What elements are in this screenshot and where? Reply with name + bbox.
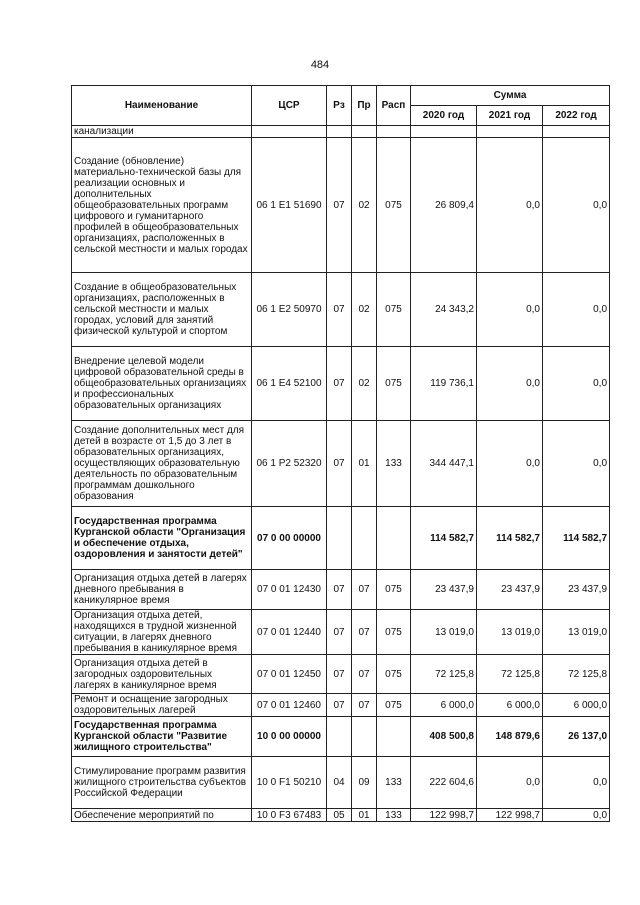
row-rz: 04: [327, 757, 352, 809]
row-amount-2020: 119 736,1: [411, 347, 477, 421]
row-amount-2022: 0,0: [543, 138, 610, 273]
row-amount-2020: 26 809,4: [411, 138, 477, 273]
row-rz: 07: [327, 610, 352, 655]
row-csr: [252, 126, 327, 138]
row-csr: 06 1 P2 52320: [252, 421, 327, 507]
row-rz: 05: [327, 809, 352, 822]
table-row: [72, 421, 610, 507]
row-pr: [352, 126, 377, 138]
page-number: 484: [310, 59, 330, 71]
row-rasp: 075: [377, 570, 411, 610]
table-row: [72, 655, 610, 694]
row-amount-2021: 0,0: [477, 138, 543, 273]
row-csr: 07 0 01 12450: [252, 655, 327, 694]
row-pr: 02: [352, 138, 377, 273]
row-rasp: 133: [377, 809, 411, 822]
row-amount-2021: 13 019,0: [477, 610, 543, 655]
row-rasp: [377, 507, 411, 570]
header-csr: ЦСР: [252, 86, 327, 126]
row-csr: 10 0 00 00000: [252, 717, 327, 757]
row-amount-2020: 24 343,2: [411, 273, 477, 347]
row-rz: 07: [327, 421, 352, 507]
row-pr: 01: [352, 421, 377, 507]
table-body: [72, 126, 610, 822]
row-csr: 10 0 F1 50210: [252, 757, 327, 809]
row-rasp: 075: [377, 347, 411, 421]
row-rasp: [377, 717, 411, 757]
row-rz: 07: [327, 655, 352, 694]
row-pr: [352, 717, 377, 757]
header-sum: Сумма: [411, 86, 610, 106]
row-amount-2021: 0,0: [477, 757, 543, 809]
row-amount-2022: 6 000,0: [543, 694, 610, 717]
header-pr: Пр: [352, 86, 377, 126]
row-amount-2020: 408 500,8: [411, 717, 477, 757]
row-amount-2022: 114 582,7: [543, 507, 610, 570]
row-pr: 02: [352, 347, 377, 421]
row-name: Стимулирование программ развития жилищного строительства субъектов Российской Федерации: [72, 757, 252, 809]
row-csr: 06 1 E1 51690: [252, 138, 327, 273]
row-amount-2020: 344 447,1: [411, 421, 477, 507]
row-rasp: 133: [377, 421, 411, 507]
row-amount-2021: 114 582,7: [477, 507, 543, 570]
row-csr: 07 0 01 12440: [252, 610, 327, 655]
row-name: Организация отдыха детей, находящихся в трудной жизненной ситуации, в лагерях дневного пребывания в каникулярное время: [72, 610, 252, 655]
row-csr: 10 0 F3 67483: [252, 809, 327, 822]
row-amount-2021: 148 879,6: [477, 717, 543, 757]
row-pr: 02: [352, 273, 377, 347]
row-name: Ремонт и оснащение загородных оздоровительных лагерей: [72, 694, 252, 717]
row-pr: 07: [352, 694, 377, 717]
row-amount-2020: 114 582,7: [411, 507, 477, 570]
row-amount-2021: 6 000,0: [477, 694, 543, 717]
row-rasp: 075: [377, 655, 411, 694]
row-amount-2021: 122 998,7: [477, 809, 543, 822]
row-amount-2022: 26 137,0: [543, 717, 610, 757]
row-name: Организация отдыха детей в лагерях дневного пребывания в каникулярное время: [72, 570, 252, 610]
row-pr: [352, 507, 377, 570]
row-csr: 07 0 01 12460: [252, 694, 327, 717]
row-name: Государственная программа Курганской области "Развитие жилищного строительства": [72, 717, 252, 757]
row-name: Внедрение целевой модели цифровой образовательной среды в общеобразовательных организациях и профессиональных образовательных организациях: [72, 347, 252, 421]
row-name: Обеспечение мероприятий по: [72, 809, 252, 822]
row-amount-2021: [477, 126, 543, 138]
row-name: канализации: [72, 126, 252, 138]
row-amount-2022: 0,0: [543, 273, 610, 347]
row-rasp: 075: [377, 694, 411, 717]
table-row: [72, 757, 610, 809]
row-amount-2021: 0,0: [477, 273, 543, 347]
row-amount-2021: 0,0: [477, 347, 543, 421]
row-pr: 07: [352, 570, 377, 610]
row-amount-2022: 0,0: [543, 347, 610, 421]
row-amount-2022: 0,0: [543, 809, 610, 822]
header-year-2020: 2020 год: [411, 106, 477, 126]
row-amount-2022: 72 125,8: [543, 655, 610, 694]
row-amount-2022: 0,0: [543, 757, 610, 809]
budget-table: [71, 85, 610, 822]
row-name: Создание в общеобразовательных организациях, расположенных в сельской местности и малых городах, условий для занятий физической культурой и спортом: [72, 273, 252, 347]
row-csr: 07 0 01 12430: [252, 570, 327, 610]
table-row: [72, 570, 610, 610]
row-rz: 07: [327, 694, 352, 717]
row-csr: 07 0 00 00000: [252, 507, 327, 570]
header-rasp: Расп: [377, 86, 411, 126]
row-name: Организация отдыха детей в загородных оздоровительных лагерях в каникулярное время: [72, 655, 252, 694]
row-amount-2022: 23 437,9: [543, 570, 610, 610]
row-amount-2022: [543, 126, 610, 138]
row-amount-2020: 23 437,9: [411, 570, 477, 610]
row-pr: 01: [352, 809, 377, 822]
table-row: [72, 809, 610, 822]
row-rz: 07: [327, 273, 352, 347]
row-amount-2020: 222 604,6: [411, 757, 477, 809]
table-row: [72, 126, 610, 138]
table-row: [72, 138, 610, 273]
table-row: [72, 610, 610, 655]
row-rasp: 075: [377, 610, 411, 655]
row-rasp: 133: [377, 757, 411, 809]
header-year-2022: 2022 год: [543, 106, 610, 126]
row-name: Государственная программа Курганской области "Организация и обеспечение отдыха, оздоровления и занятости детей": [72, 507, 252, 570]
table-row: [72, 717, 610, 757]
row-rz: 07: [327, 570, 352, 610]
row-amount-2021: 0,0: [477, 421, 543, 507]
row-amount-2020: [411, 126, 477, 138]
row-pr: 07: [352, 610, 377, 655]
row-amount-2020: 122 998,7: [411, 809, 477, 822]
row-rasp: 075: [377, 273, 411, 347]
table-row: [72, 347, 610, 421]
header-rz: Рз: [327, 86, 352, 126]
header-year-2021: 2021 год: [477, 106, 543, 126]
row-amount-2021: 23 437,9: [477, 570, 543, 610]
header-name: Наименование: [72, 86, 252, 126]
row-rasp: 075: [377, 138, 411, 273]
table-row: [72, 273, 610, 347]
row-rz: 07: [327, 347, 352, 421]
row-pr: 07: [352, 655, 377, 694]
row-rasp: [377, 126, 411, 138]
row-csr: 06 1 E2 50970: [252, 273, 327, 347]
row-amount-2020: 6 000,0: [411, 694, 477, 717]
row-amount-2020: 72 125,8: [411, 655, 477, 694]
row-rz: [327, 507, 352, 570]
row-amount-2022: 13 019,0: [543, 610, 610, 655]
row-amount-2022: 0,0: [543, 421, 610, 507]
table-row: [72, 694, 610, 717]
row-rz: 07: [327, 138, 352, 273]
row-name: Создание (обновление) материально-технической базы для реализации основных и дополнительных общеобразовательных программ цифрового и гуманитарного профилей в общеобразовательных организациях, расположенных в сельской местности и малых городах: [72, 138, 252, 273]
table-row: [72, 507, 610, 570]
row-amount-2021: 72 125,8: [477, 655, 543, 694]
row-rz: [327, 126, 352, 138]
row-amount-2020: 13 019,0: [411, 610, 477, 655]
row-pr: 09: [352, 757, 377, 809]
row-rz: [327, 717, 352, 757]
row-csr: 06 1 E4 52100: [252, 347, 327, 421]
row-name: Создание дополнительных мест для детей в возрасте от 1,5 до 3 лет в образовательных организациях, осуществляющих образовательную деятельность по образовательным программам дошкольного образования: [72, 421, 252, 507]
